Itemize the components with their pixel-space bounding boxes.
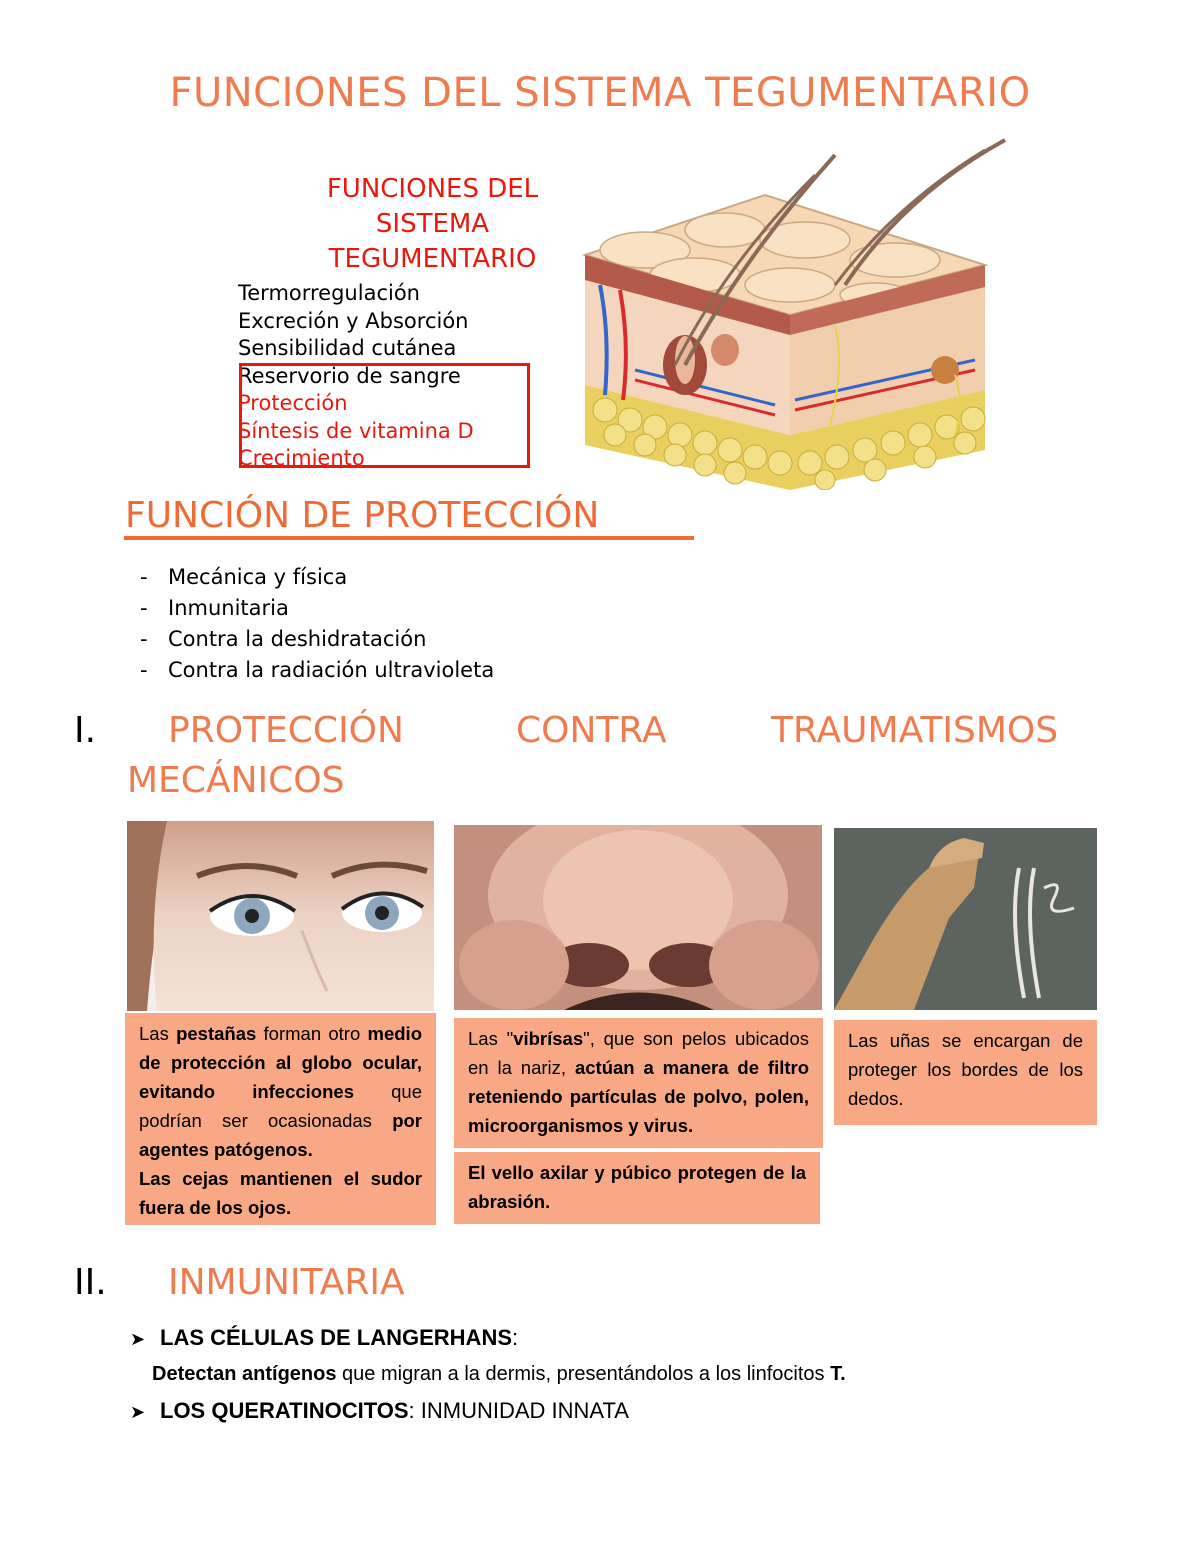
heading-underline bbox=[124, 536, 694, 540]
section-title: INMUNITARIA bbox=[168, 1262, 405, 1303]
function-item: Reservorio de sangre bbox=[238, 363, 461, 388]
list-item: - Contra la radiación ultravioleta bbox=[140, 655, 494, 686]
section-numeral: II. bbox=[74, 1262, 107, 1303]
fingers-photo bbox=[834, 828, 1097, 1010]
queratinocitos-bullet bbox=[130, 1398, 629, 1424]
bullet-text: : bbox=[512, 1325, 519, 1350]
vello-caption bbox=[454, 1152, 820, 1224]
bullet-label: LOS QUERATINOCITOS bbox=[160, 1398, 409, 1423]
proteccion-list bbox=[140, 562, 494, 686]
arrow-bullet-icon: ➤ bbox=[130, 1402, 146, 1422]
caption-text: Las bbox=[139, 1023, 177, 1044]
section-title-word: PROTECCIÓN bbox=[168, 710, 404, 751]
function-item: Protección bbox=[238, 391, 348, 415]
caption-text: ", que son pelos ubicados en la nariz, bbox=[468, 1028, 809, 1078]
highlight-box bbox=[239, 363, 530, 468]
nails-caption bbox=[834, 1020, 1097, 1125]
function-item: Sensibilidad cutánea bbox=[238, 336, 457, 360]
eyes-caption bbox=[125, 1013, 436, 1225]
langerhans-description bbox=[152, 1363, 846, 1386]
function-item: Crecimiento bbox=[238, 446, 365, 470]
list-item: - Mecánica y física bbox=[140, 562, 494, 593]
caption-bold: Las cejas mantienen el sudor fuera de los ojos. bbox=[139, 1168, 422, 1218]
nose-caption bbox=[454, 1018, 823, 1148]
description-bold: T. bbox=[830, 1363, 846, 1385]
nose-photo bbox=[454, 825, 822, 1010]
section-title-word: CONTRA bbox=[516, 710, 667, 751]
caption-text: Las uñas se encargan de proteger los bordes de los dedos. bbox=[848, 1030, 1083, 1109]
page-title: FUNCIONES DEL SISTEMA TEGUMENTARIO bbox=[169, 70, 1031, 116]
diagram-heading-line: FUNCIONES DEL bbox=[326, 174, 539, 204]
diagram-heading bbox=[290, 172, 575, 277]
list-item: - Inmunitaria bbox=[140, 593, 494, 624]
caption-bold: por agentes patógenos. bbox=[139, 1110, 422, 1160]
caption-bold: El vello axilar y púbico protegen de la abrasión. bbox=[468, 1162, 806, 1212]
bullet-label: LAS CÉLULAS DE LANGERHANS bbox=[160, 1325, 513, 1350]
description-text: que migran a la dermis, presentándolos a los linfocitos bbox=[336, 1363, 831, 1385]
list-item: - Contra la deshidratación bbox=[140, 624, 494, 655]
langerhans-bullet bbox=[130, 1325, 518, 1351]
section-numeral: I. bbox=[74, 710, 97, 751]
caption-bold: vibrísas bbox=[513, 1028, 584, 1049]
caption-bold: medio de protección al globo ocular, evitando infecciones bbox=[139, 1023, 422, 1102]
function-item: Excreción y Absorción bbox=[238, 308, 469, 333]
eyes-photo bbox=[127, 821, 434, 1011]
diagram-heading-line: SISTEMA bbox=[375, 209, 490, 239]
function-item: Síntesis de vitamina D bbox=[238, 418, 474, 443]
arrow-bullet-icon: ➤ bbox=[130, 1329, 146, 1349]
proteccion-heading: FUNCIÓN DE PROTECCIÓN bbox=[125, 495, 600, 536]
bullet-text: : INMUNIDAD INNATA bbox=[408, 1398, 629, 1423]
function-item: Termorregulación bbox=[238, 281, 420, 305]
caption-text: que podrían ser ocasionadas bbox=[139, 1081, 422, 1131]
diagram-heading-line: TEGUMENTARIO bbox=[328, 244, 537, 274]
caption-text: Las " bbox=[468, 1028, 514, 1049]
skin-diagram-image bbox=[575, 135, 1015, 490]
caption-text: forman otro bbox=[256, 1023, 368, 1044]
caption-bold: actúan a manera de filtro reteniendo partículas de polvo, polen, microorganismos y virus. bbox=[468, 1057, 810, 1136]
description-bold: Detectan antígenos bbox=[152, 1363, 337, 1385]
section-title-word: TRAUMATISMOS bbox=[771, 710, 1059, 751]
caption-bold: pestañas bbox=[176, 1023, 257, 1044]
section-title-line: MECÁNICOS bbox=[127, 760, 345, 801]
